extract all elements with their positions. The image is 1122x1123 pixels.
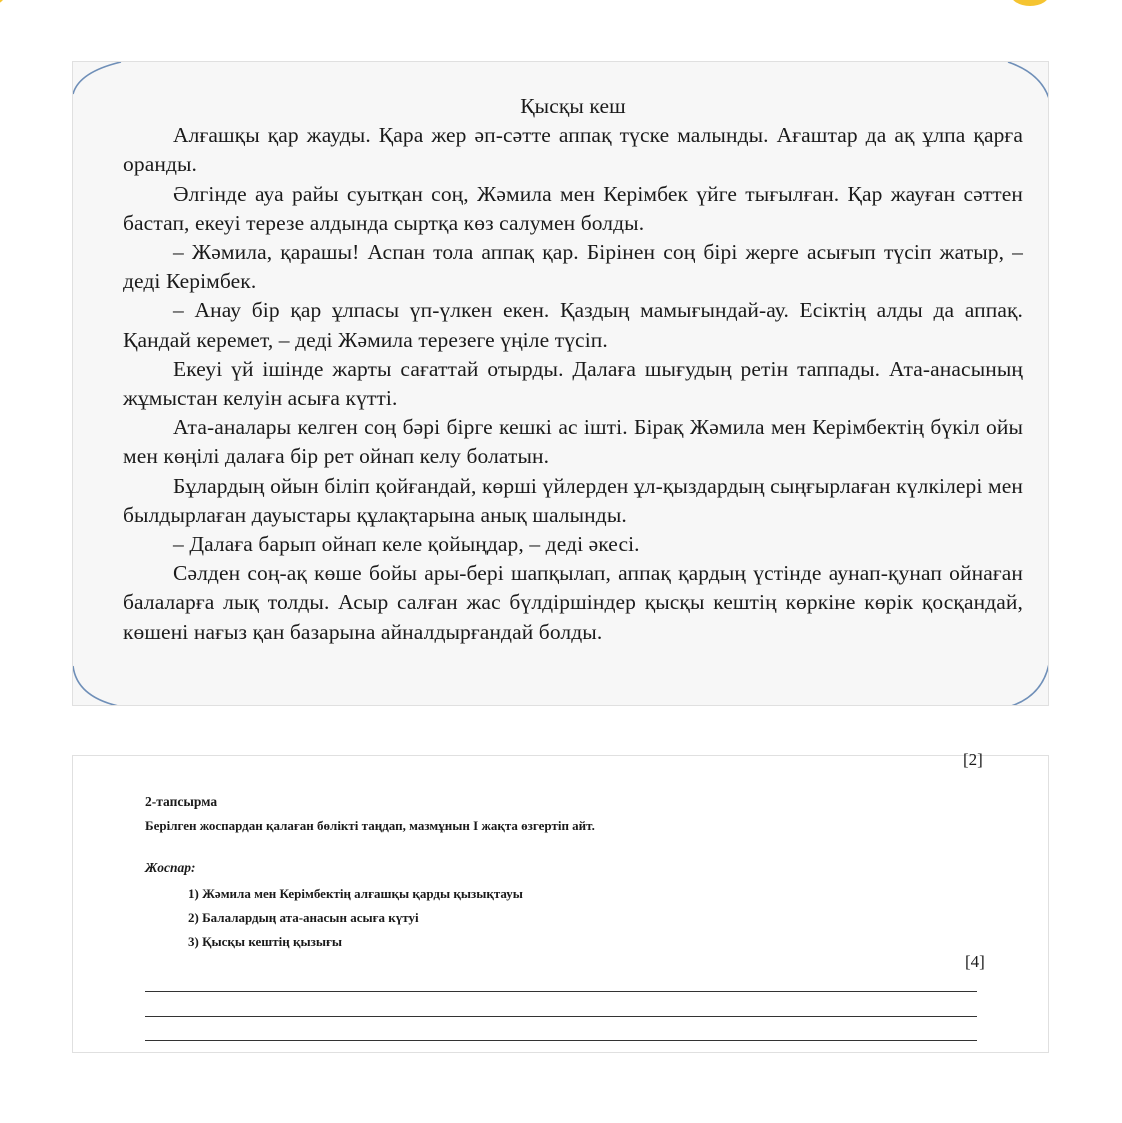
story-panel [72,61,1049,706]
story-paragraph: Сәлден соң-ақ көше бойы ары-бері шапқылап, аппақ қардың үстінде аунап-қунап ойнаған балаларға лық толды. Асыр салған жас бүлдіршіндер қысқы кештің көркіне көрік қосқандай, көшені нағыз қан базарына айналдырғандай болды. [123,561,1023,644]
story-paragraph: Екеуі үй ішінде жарты сағаттай отырды. Далаға шығудың ретін таппады. Ата-анасының жұмыстан келуін асыға күтті. [123,356,1023,411]
score-label: [4] [965,952,985,971]
story-paragraph: Ата-аналары келген соң бәрі бірге кешкі ас ішті. Бірақ Жәмила мен Керімбектің бүкіл ойы мен көңілі далаға бір рет ойнап келу болатын. [123,415,1023,469]
story-paragraph: – Анау бір қар ұлпасы үп-үлкен екен. Қаздың мамығындай-ау. Есіктің алды да аппақ. Қандай керемет, – деді Жәмила терезеге үңіле түсіп. [123,298,1023,352]
story-paragraph: Алғашқы қар жауды. Қара жер әп-сәтте аппақ түске малынды. Ағаштар да ақ ұлпа қарға оранды. [123,123,1023,177]
task-panel [72,750,1049,1053]
corner-decoration [0,0,6,6]
answer-line[interactable] [145,991,977,992]
story-title: Қысқы кеш [520,94,626,118]
plan-list [188,882,523,954]
plan-item: 2) Балалардың ата-анасын асыға күтуі [188,910,419,925]
story-paragraph: Әлгінде ауа райы суытқан соң, Жәмила мен Керімбек үйге тығылған. Қар жауған сәттен бастап, екеуі терезе алдында сыртқа көз салумен болды. [123,181,1023,235]
story-paragraph: Бұлардың ойын біліп қойғандай, көрші үйлерден ұл-қыздардың сыңғырлаған күлкілері мен былдырлаған дауыстары құлақтарына анық шалынды. [123,473,1023,527]
task-heading: 2-тапсырма [145,794,218,809]
plan-item: 1) Жәмила мен Керімбектің алғашқы қарды қызықтауы [188,886,523,901]
story-text [123,92,1023,647]
story-paragraph: – Далаға барып ойнап келе қойыңдар, – деді әкесі. [173,532,640,557]
answer-line[interactable] [145,1016,977,1017]
answer-line[interactable] [145,1040,977,1041]
score-label: [2] [963,750,983,769]
plan-label: Жоспар: [145,860,196,875]
plan-item: 3) Қысқы кештің қызығы [188,934,343,949]
corner-decoration [1010,0,1050,6]
task-instruction: Берілген жоспардан қалаған бөлікті таңдап, мазмұнын І жақта өзгертіп айт. [145,818,595,833]
story-paragraph: – Жәмила, қарашы! Аспан тола аппақ қар. Бірінен соң бірі жерге асығып түсіп жатыр, – деді Керімбек. [123,240,1023,294]
